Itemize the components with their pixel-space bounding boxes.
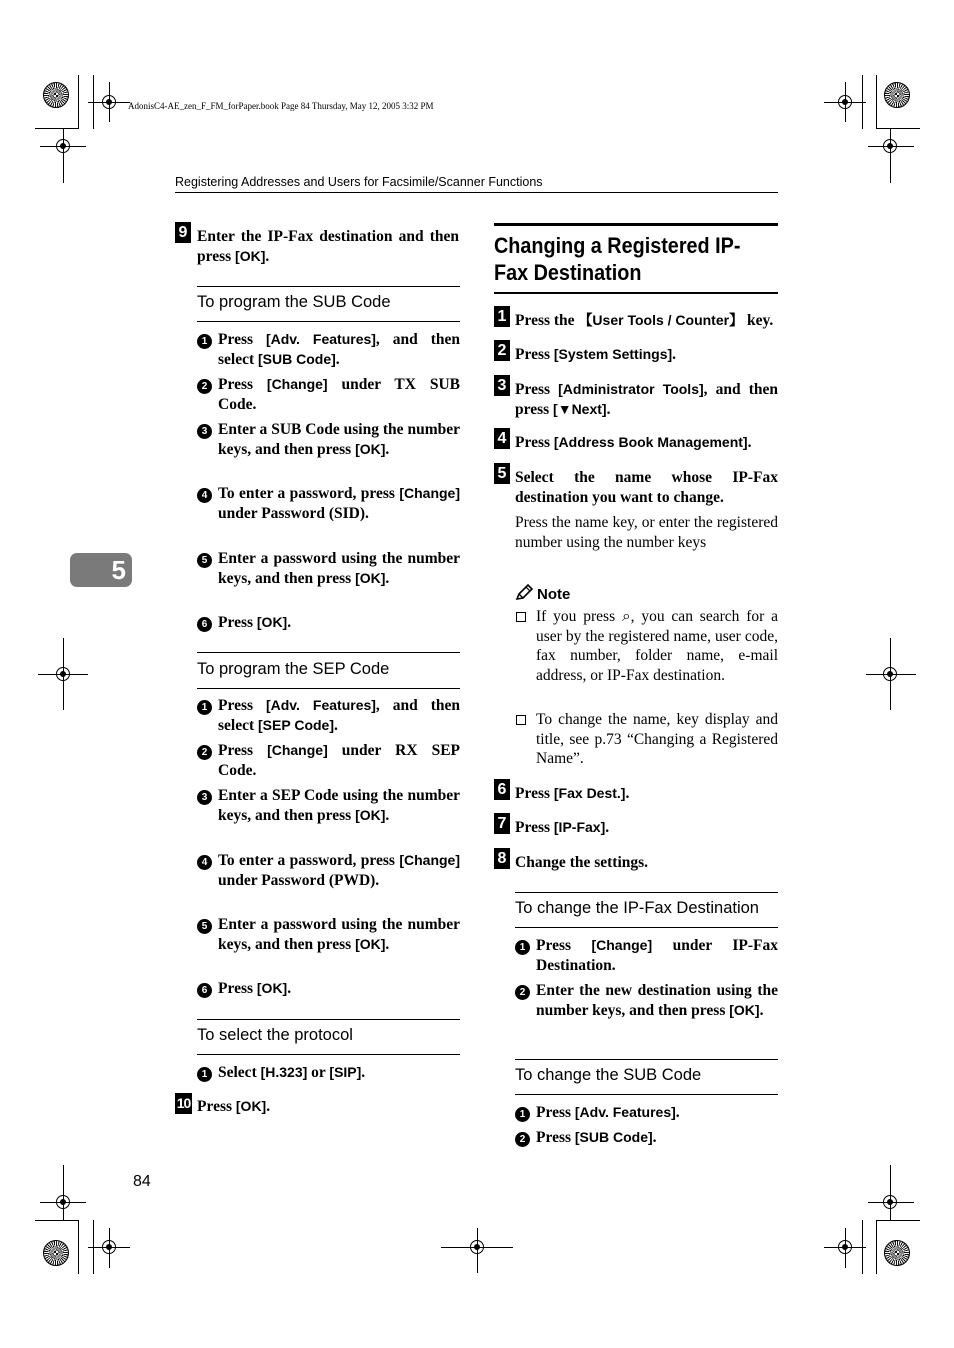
section-rule xyxy=(515,892,778,893)
step-number: 7 xyxy=(494,813,510,834)
section-rule xyxy=(515,1059,778,1060)
note-pencil-icon xyxy=(515,584,533,602)
note-item: To change the name, key display and title, see p.73 “Changing a Registered Name”. xyxy=(536,711,778,767)
item-number-icon: 2 xyxy=(515,985,530,1000)
sub-code-item: Press [Adv. Features], and then select [SUB Code]. xyxy=(218,331,460,368)
sep-code-item: Enter a password using the number keys, and then press [OK]. xyxy=(218,916,460,953)
step-3-text: Press [Administrator Tools], and then press [▼Next]. xyxy=(515,381,779,418)
section-rule xyxy=(515,927,778,928)
step-9-text xyxy=(197,227,459,266)
step-number: 3 xyxy=(494,375,510,396)
item-number-icon: 2 xyxy=(515,1132,530,1147)
chapter-tab: 5 xyxy=(70,553,132,587)
section-rule xyxy=(515,1094,778,1095)
step-9-text-post: . xyxy=(265,247,270,265)
file-info: AdonisC4-AE_zen_F_FM_forPaper.book Page 84 Thursday, May 12, 2005 3:32 PM xyxy=(128,101,434,111)
step-5-text: Select the name whose IP-Fax destination you want to change. xyxy=(515,469,778,506)
sep-code-item: Press [OK]. xyxy=(218,980,292,997)
item-number-icon: 1 xyxy=(515,1107,530,1122)
sep-code-item: To enter a password, press [Change] under Password (PWD). xyxy=(218,852,460,889)
step-1-text: Press the 【User Tools / Counter】 key. xyxy=(515,312,774,329)
sub-code-change-item: Press [Adv. Features]. xyxy=(536,1104,680,1121)
step-10-text-pre: Press xyxy=(197,1098,236,1115)
step-9-text-pre: Enter the IP-Fax destination and then press xyxy=(197,228,459,265)
page-number: 84 xyxy=(133,1173,151,1190)
item-number-icon: 2 xyxy=(197,379,212,394)
item-number-icon: 6 xyxy=(197,983,212,998)
step-2-text: Press [System Settings]. xyxy=(515,346,677,363)
section-rule xyxy=(197,1019,460,1020)
note-item: If you press ⌕, you can search for a user by the registered name, user code, fax number, folder name, e-mail address, or IP-Fax destination. xyxy=(536,608,778,684)
checkbox-bullet-icon xyxy=(516,715,526,725)
step-number: 8 xyxy=(494,848,510,869)
sep-code-item: Press [Adv. Features], and then select [SEP Code]. xyxy=(218,697,460,734)
header-rule xyxy=(175,192,778,193)
item-number-icon: 1 xyxy=(197,1067,212,1082)
sep-code-item: Enter a SEP Code using the number keys, and then press [OK]. xyxy=(218,787,460,824)
section-rule xyxy=(197,321,460,322)
step-5-body: Press the name key, or enter the registered number using the number keys xyxy=(515,514,778,551)
heading-rule xyxy=(494,223,778,226)
running-header: Registering Addresses and Users for Facsimile/Scanner Functions xyxy=(175,175,543,189)
note-label: Note xyxy=(537,586,571,603)
step-number: 6 xyxy=(494,779,510,800)
step-number: 1 xyxy=(494,306,510,327)
ipfax-dest-item: Enter the new destination using the number keys, and then press [OK]. xyxy=(536,982,778,1019)
registration-target-icon xyxy=(43,1240,69,1266)
sub-code-item: Press [OK]. xyxy=(218,614,292,631)
registration-target-icon xyxy=(884,82,910,108)
item-number-icon: 1 xyxy=(515,940,530,955)
section-heading: Changing a Registered IP-Fax Destination xyxy=(494,233,741,285)
sub-code-change-title: To change the SUB Code xyxy=(515,1066,702,1084)
protocol-title: To select the protocol xyxy=(197,1026,353,1044)
section-rule xyxy=(197,688,460,689)
item-number-icon: 6 xyxy=(197,617,212,632)
sub-code-change-item: Press [SUB Code]. xyxy=(536,1129,657,1146)
step-8-text: Change the settings. xyxy=(515,854,649,871)
ipfax-dest-title: To change the IP-Fax Destination xyxy=(515,899,759,917)
item-number-icon: 5 xyxy=(197,553,212,568)
protocol-item: Select [H.323] or [SIP]. xyxy=(218,1064,366,1081)
step-number: 2 xyxy=(494,340,510,361)
item-number-icon: 1 xyxy=(197,334,212,349)
sep-code-item: Press [Change] under RX SEP Code. xyxy=(218,742,461,779)
registration-target-icon xyxy=(43,82,69,108)
ipfax-dest-item: Press [Change] under IP-Fax Destination. xyxy=(536,937,778,974)
step-number: 9 xyxy=(175,222,191,243)
sub-code-item: To enter a password, press [Change] under Password (SID). xyxy=(218,485,460,522)
step-4-text: Press [Address Book Management]. xyxy=(515,434,752,451)
section-rule xyxy=(197,286,460,287)
sub-code-title: To program the SUB Code xyxy=(197,293,391,311)
sub-code-item: Press [Change] under TX SUB Code. xyxy=(218,376,460,413)
ok-key-label: [OK] xyxy=(235,1098,267,1114)
item-number-icon: 3 xyxy=(197,424,212,439)
item-number-icon: 4 xyxy=(197,855,212,870)
step-10-text-post: . xyxy=(266,1098,271,1115)
step-6-text: Press [Fax Dest.]. xyxy=(515,785,630,802)
sub-code-item: Enter a SUB Code using the number keys, and then press [OK]. xyxy=(218,421,460,458)
section-rule xyxy=(197,652,460,653)
item-number-icon: 5 xyxy=(197,919,212,934)
item-number-icon: 2 xyxy=(197,745,212,760)
ok-key-label: [OK] xyxy=(235,247,266,264)
sep-code-title: To program the SEP Code xyxy=(197,660,390,678)
section-rule xyxy=(197,1054,460,1055)
step-number: 5 xyxy=(494,463,510,484)
checkbox-bullet-icon xyxy=(516,612,526,622)
item-number-icon: 1 xyxy=(197,700,212,715)
registration-target-icon xyxy=(884,1240,910,1266)
step-number: 4 xyxy=(494,428,510,449)
item-number-icon: 4 xyxy=(197,488,212,503)
step-7-text: Press [IP-Fax]. xyxy=(515,819,610,836)
step-number: 10 xyxy=(175,1093,192,1114)
heading-rule xyxy=(494,292,778,294)
item-number-icon: 3 xyxy=(197,790,212,805)
sub-code-item: Enter a password using the number keys, and then press [OK]. xyxy=(218,550,460,587)
step-10-text xyxy=(197,1097,270,1117)
